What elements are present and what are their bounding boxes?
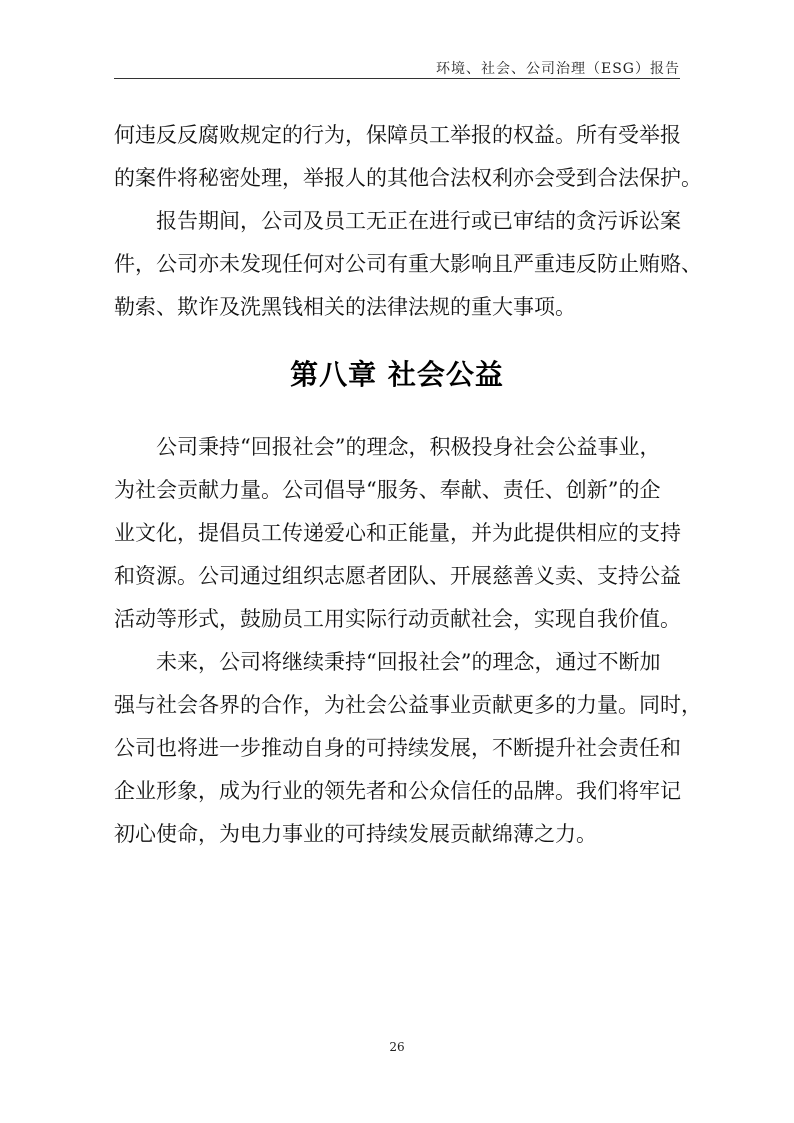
text-line: 公司秉持“回报社会”的理念，积极投身社会公益事业，	[114, 435, 661, 459]
text-line: 何违反反腐败规定的行为，保障员工举报的权益。所有受举报	[114, 123, 681, 147]
header-divider	[114, 78, 680, 79]
text-line: 未来，公司将继续秉持“回报社会”的理念，通过不断加	[114, 650, 661, 674]
text-line: 活动等形式，鼓励员工用实际行动贡献社会，实现自我价值。	[114, 607, 681, 631]
text-line: 公司也将进一步推动自身的可持续发展，不断提升社会责任和	[114, 736, 681, 760]
chapter-body-text	[114, 426, 702, 856]
text-line: 和资源。公司通过组织志愿者团队、开展慈善义卖、支持公益	[114, 564, 681, 588]
text-line: 强与社会各界的合作，为社会公益事业贡献更多的力量。同时，	[114, 693, 702, 717]
text-line: 报告期间，公司及员工无正在进行或已审结的贪污诉讼案	[114, 209, 681, 233]
text-line: 为社会贡献力量。公司倡导“服务、奉献、责任、创新”的企	[114, 478, 661, 502]
continued-section-text	[114, 114, 702, 329]
running-header: 环境、社会、公司治理（ESG）报告	[436, 61, 680, 77]
text-line: 勒索、欺诈及洗黑钱相关的法律法规的重大事项。	[114, 295, 576, 319]
page-number: 26	[389, 1040, 405, 1054]
text-line: 件，公司亦未发现任何对公司有重大影响且严重违反防止贿赂、	[114, 252, 702, 276]
text-line: 初心使命，为电力事业的可持续发展贡献绵薄之力。	[114, 822, 597, 846]
text-line: 企业形象，成为行业的领先者和公众信任的品牌。我们将牢记	[114, 779, 681, 803]
chapter-title: 第八章 社会公益	[290, 358, 504, 391]
text-line: 业文化，提倡员工传递爱心和正能量，并为此提供相应的支持	[114, 521, 681, 545]
text-line: 的案件将秘密处理，举报人的其他合法权利亦会受到合法保护。	[114, 166, 702, 190]
